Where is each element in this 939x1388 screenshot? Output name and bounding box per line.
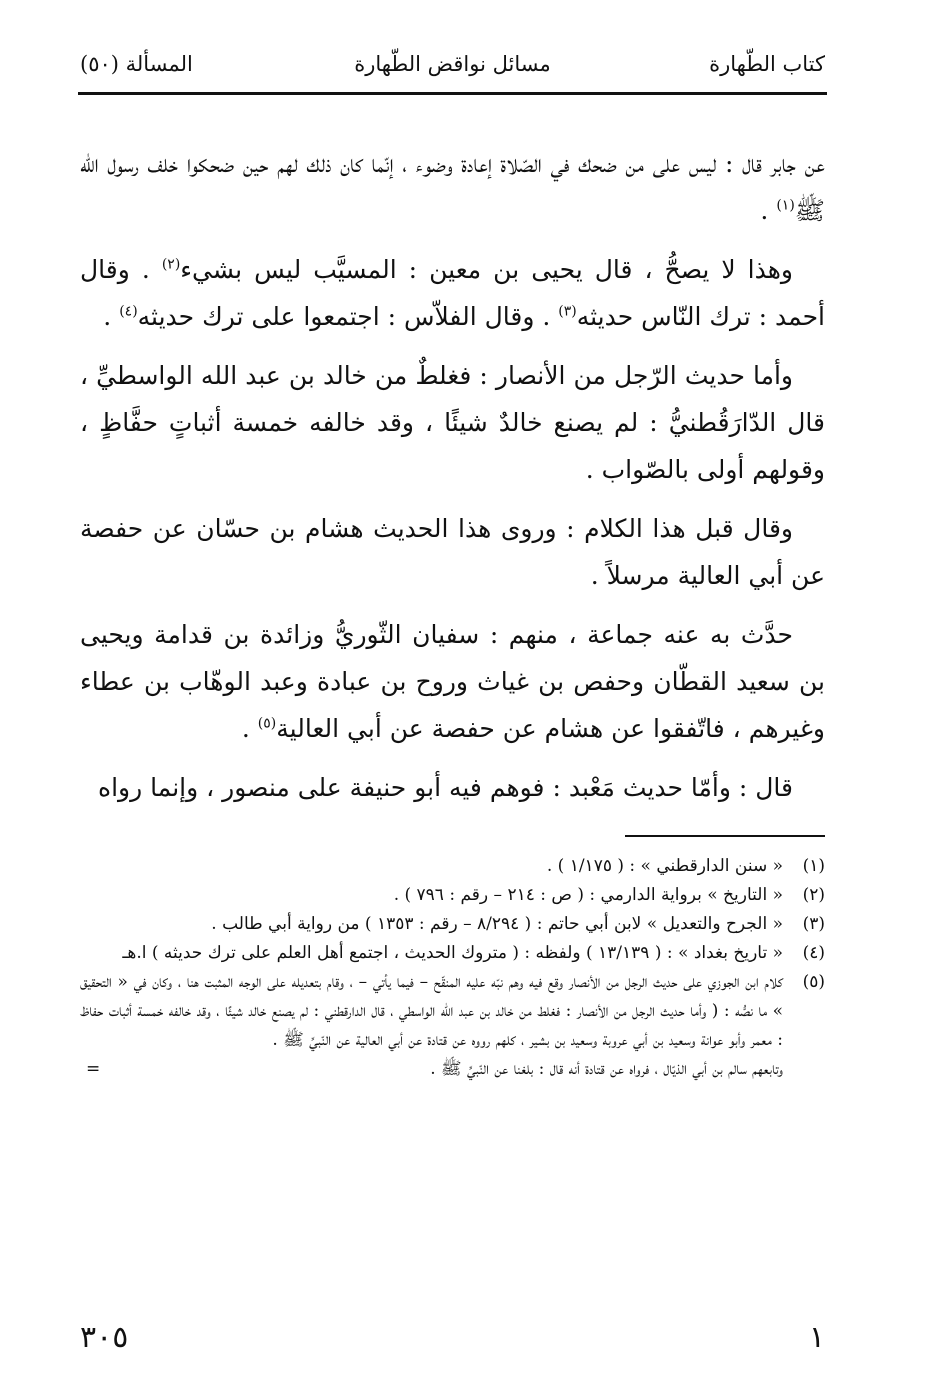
footnote-ref: (٥): [257, 715, 277, 732]
footnote-ref: (٤): [119, 303, 138, 320]
running-header: [80, 52, 825, 88]
footnote-text: « سنن الدارقطني » : ( ١/١٧٥ ) .: [546, 856, 783, 876]
footnote-number: (٥): [802, 972, 825, 992]
book-title: كتاب الطّهارة: [709, 52, 825, 76]
footnote-ref: (٢): [161, 256, 181, 273]
page-number: ٣٠٥: [80, 1320, 129, 1355]
footnote: [80, 939, 825, 968]
paragraph: وهذا لا يصحُّ ، قال يحيى بن معين : المسيَّب ليس بشيء$^{(٢)}$ . وقال أحمد : ترك النّاس حديثه$^{(٣)}$ . وقال الفلاّس : اجتمعوا على ترك حديثه$^{(٤)}$ .: [80, 255, 825, 331]
paragraph: وأما حديث الرّجل من الأنصار : فغلطٌ من خالد بن عبد الله الواسطيِّ ، قال الدّارَقُطنيُّ : لم يصنع خالدٌ شيئًا ، وقد خالفه خمسة أثباتٍ حفَّاظٍ ، وقولهم أولى بالصّواب .: [80, 361, 825, 484]
footnote: [80, 881, 825, 910]
paragraph: حدَّث به عنه جماعة ، منهم : سفيان الثّوريُّ وزائدة بن قدامة ويحيى بن سعيد القطّان وحفص بن غياث وروح بن عبادة وعبد الوهّاب بن عطاء وغيرهم ، فاتّفقوا عن هشام عن حفصة عن أبي العالية$^{(٥)}$ .: [80, 620, 825, 743]
footnote-text: « تاريخ بغداد » : ( ١٣/١٣٩ ) ولفظه : ( متروك الحديث ، اجتمع أهل العلم على ترك حديثه ) ا.هـ: [122, 943, 783, 963]
main-text: [80, 140, 825, 823]
paragraph: قال : وأمّا حديث مَعْبد : فوهم فيه أبو حنيفة على منصور ، وإنما رواه: [98, 773, 793, 802]
continuation-mark: =: [86, 1059, 101, 1079]
page-footer: [80, 1320, 825, 1364]
footnote-divider: [625, 835, 825, 837]
footnote-number: (٤): [802, 943, 825, 963]
footnote: [80, 910, 825, 939]
footnote-text: « الجرح والتعديل » لابن أبي حاتم : ( ٨/٢٩٤ – رقم : ١٣٥٣ ) من رواية أبي طالب .: [211, 914, 783, 934]
footnote-number: (١): [802, 856, 825, 876]
footnote-ref: (٣): [558, 303, 577, 320]
issue-number: المسألة (٥٠): [80, 52, 193, 76]
footnote-continuation-text: وتابعهم سالم بن أبي الذيّال ، فرواه عن قتادة أنه قال : بلغنا عن النّبيِّ ﷺ .: [430, 1059, 783, 1079]
footnote: [80, 968, 825, 1055]
book-page: [80, 40, 825, 1370]
footnote-text: كلام ابن الجوزي على حديث الرجل من الأنصار وقع فيه وهم نبّه عليه المنقّح – فيما يأتي – ، وقام بتعديله على الوجه المثبت هنا ، وكان في « التحقيق » ما نصُّه : ( وأما حديث الرجل من الأنصار : فغلط من خالد بن عبد الله الواسطي ، قال الدارقطني : لم يصنع خالد شيئًا ، وقد خالفه خمسة أثبات حفاظ : معمر وأبو عوانة وسعيد بن أبي عروبة وسعيد بن بشير ، كلهم رووه عن قتادة عن أبي العالية عن النّبيِّ ﷺ .: [80, 972, 783, 1050]
footnote-text: « التاريخ » برواية الدارمي : ( ص : ٢١٤ – رقم : ٧٩٦ ) .: [393, 885, 783, 905]
paragraph: وقال قبل هذا الكلام : وروى هذا الحديث هشام بن حسّان عن حفصة عن أبي العالية مرسلاً .: [80, 514, 825, 590]
footnote-number: (٢): [802, 885, 825, 905]
header-divider: [78, 92, 827, 95]
signature-mark: ١: [808, 1320, 825, 1355]
footnotes: [80, 852, 825, 1084]
footnote-number: (٣): [802, 914, 825, 934]
footnote: [80, 852, 825, 881]
chapter-title: مسائل نواقض الطّهارة: [354, 52, 551, 76]
paragraph: عن جابر قال : ليس على من ضحك في الصّلاة إعادة وضوء ، إنّما كان ذلك لهم حين ضحكوا خلف رسول الله ﷺ$^{(١)}$ .: [80, 149, 825, 225]
footnote-ref: (١): [776, 197, 795, 214]
footnote-continuation: [80, 1055, 825, 1084]
